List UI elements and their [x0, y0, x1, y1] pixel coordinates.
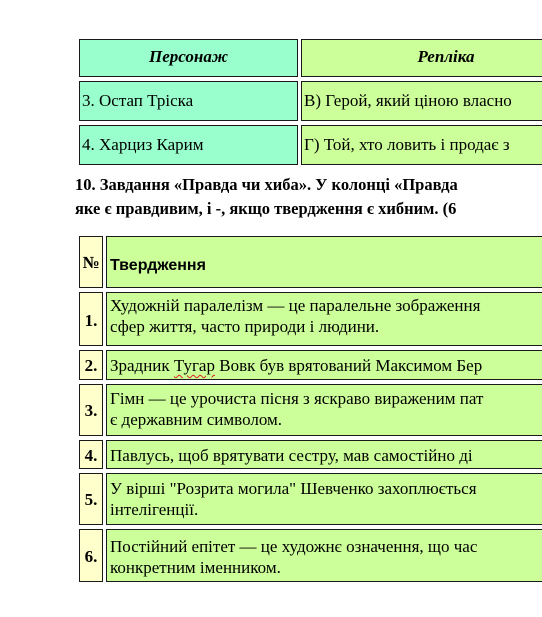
- table2-row-statement: [106, 440, 542, 469]
- statement-text: Постійний епітет — це художнє означення, що час: [110, 537, 478, 556]
- table2-row-num: [79, 292, 103, 346]
- statement-text: Зрадник: [110, 356, 174, 375]
- statement-text: Гімн — це урочиста пісня з яскраво вираженим пат: [110, 389, 484, 408]
- statement-text: є державним символом.: [110, 410, 283, 429]
- table2-row-num-text: 1.: [84, 311, 98, 330]
- task-heading-line1: 10. Завдання «Правда чи хиба». У колонці «Правда: [75, 175, 458, 194]
- table2-row-num-text: 3.: [84, 401, 98, 420]
- table2-row-num: [79, 473, 103, 525]
- table1-header-replica-label: Репліка: [417, 47, 475, 66]
- table2-header-num: [79, 236, 103, 288]
- table1-row-name-text: 3. Остап Тріска: [82, 91, 194, 110]
- table1-header-replica: [301, 39, 542, 77]
- table2-row-num-text: 2.: [84, 356, 98, 375]
- table2-row-num: [79, 350, 103, 380]
- table2-row-num-text: 4.: [84, 446, 98, 465]
- table1-header-personage-label: Персонаж: [148, 47, 228, 66]
- table1-row-replica: [301, 81, 542, 121]
- spellcheck-underlined-word: Тугар: [173, 356, 215, 375]
- statement-text: Художній паралелізм — це паралельне зображення: [110, 296, 481, 315]
- table1-row-name: [79, 81, 298, 121]
- table2-row-num: [79, 440, 103, 469]
- task-heading-line2: яке є правдивим, і -, якщо твердження є хибним. (6: [75, 199, 457, 218]
- table2-row-num-text: 5.: [84, 490, 98, 509]
- statement-text: сфер життя, часто природи і людини.: [110, 317, 380, 336]
- statement-text: конкретним іменником.: [110, 558, 281, 577]
- table1-row-replica-text: В) Герой, який ціною власно: [304, 91, 512, 110]
- table2-row-num-text: 6.: [84, 547, 98, 566]
- table2-row-num: [79, 529, 103, 582]
- table2-header-num-label: №: [82, 253, 100, 272]
- statement-text: У вірші "Розрита могила" Шевченко захоплюється: [110, 479, 477, 498]
- table2-row-statement: [106, 292, 542, 346]
- statement-text: Вовк був врятований Максимом Бер: [214, 356, 483, 375]
- table2-row-num: [79, 384, 103, 436]
- statement-text: Павлусь, щоб врятувати сестру, мав самостійно ді: [110, 446, 473, 465]
- table2-row-statement: [106, 350, 542, 380]
- table1-header-personage: [79, 39, 298, 77]
- table2-header-statement-label: Твердження: [110, 257, 206, 274]
- statement-text: інтелігенції.: [110, 500, 199, 519]
- table2-row-statement: [106, 384, 542, 436]
- table1-row-name: [79, 125, 298, 165]
- table2-row-statement: [106, 529, 542, 582]
- table1-row-replica-text: Г) Той, хто ловить і продає з: [304, 135, 510, 154]
- table2-header-statement: [106, 236, 542, 288]
- table1-row-replica: [301, 125, 542, 165]
- table2-row-statement: [106, 473, 542, 525]
- table1-row-name-text: 4. Харциз Карим: [82, 135, 204, 154]
